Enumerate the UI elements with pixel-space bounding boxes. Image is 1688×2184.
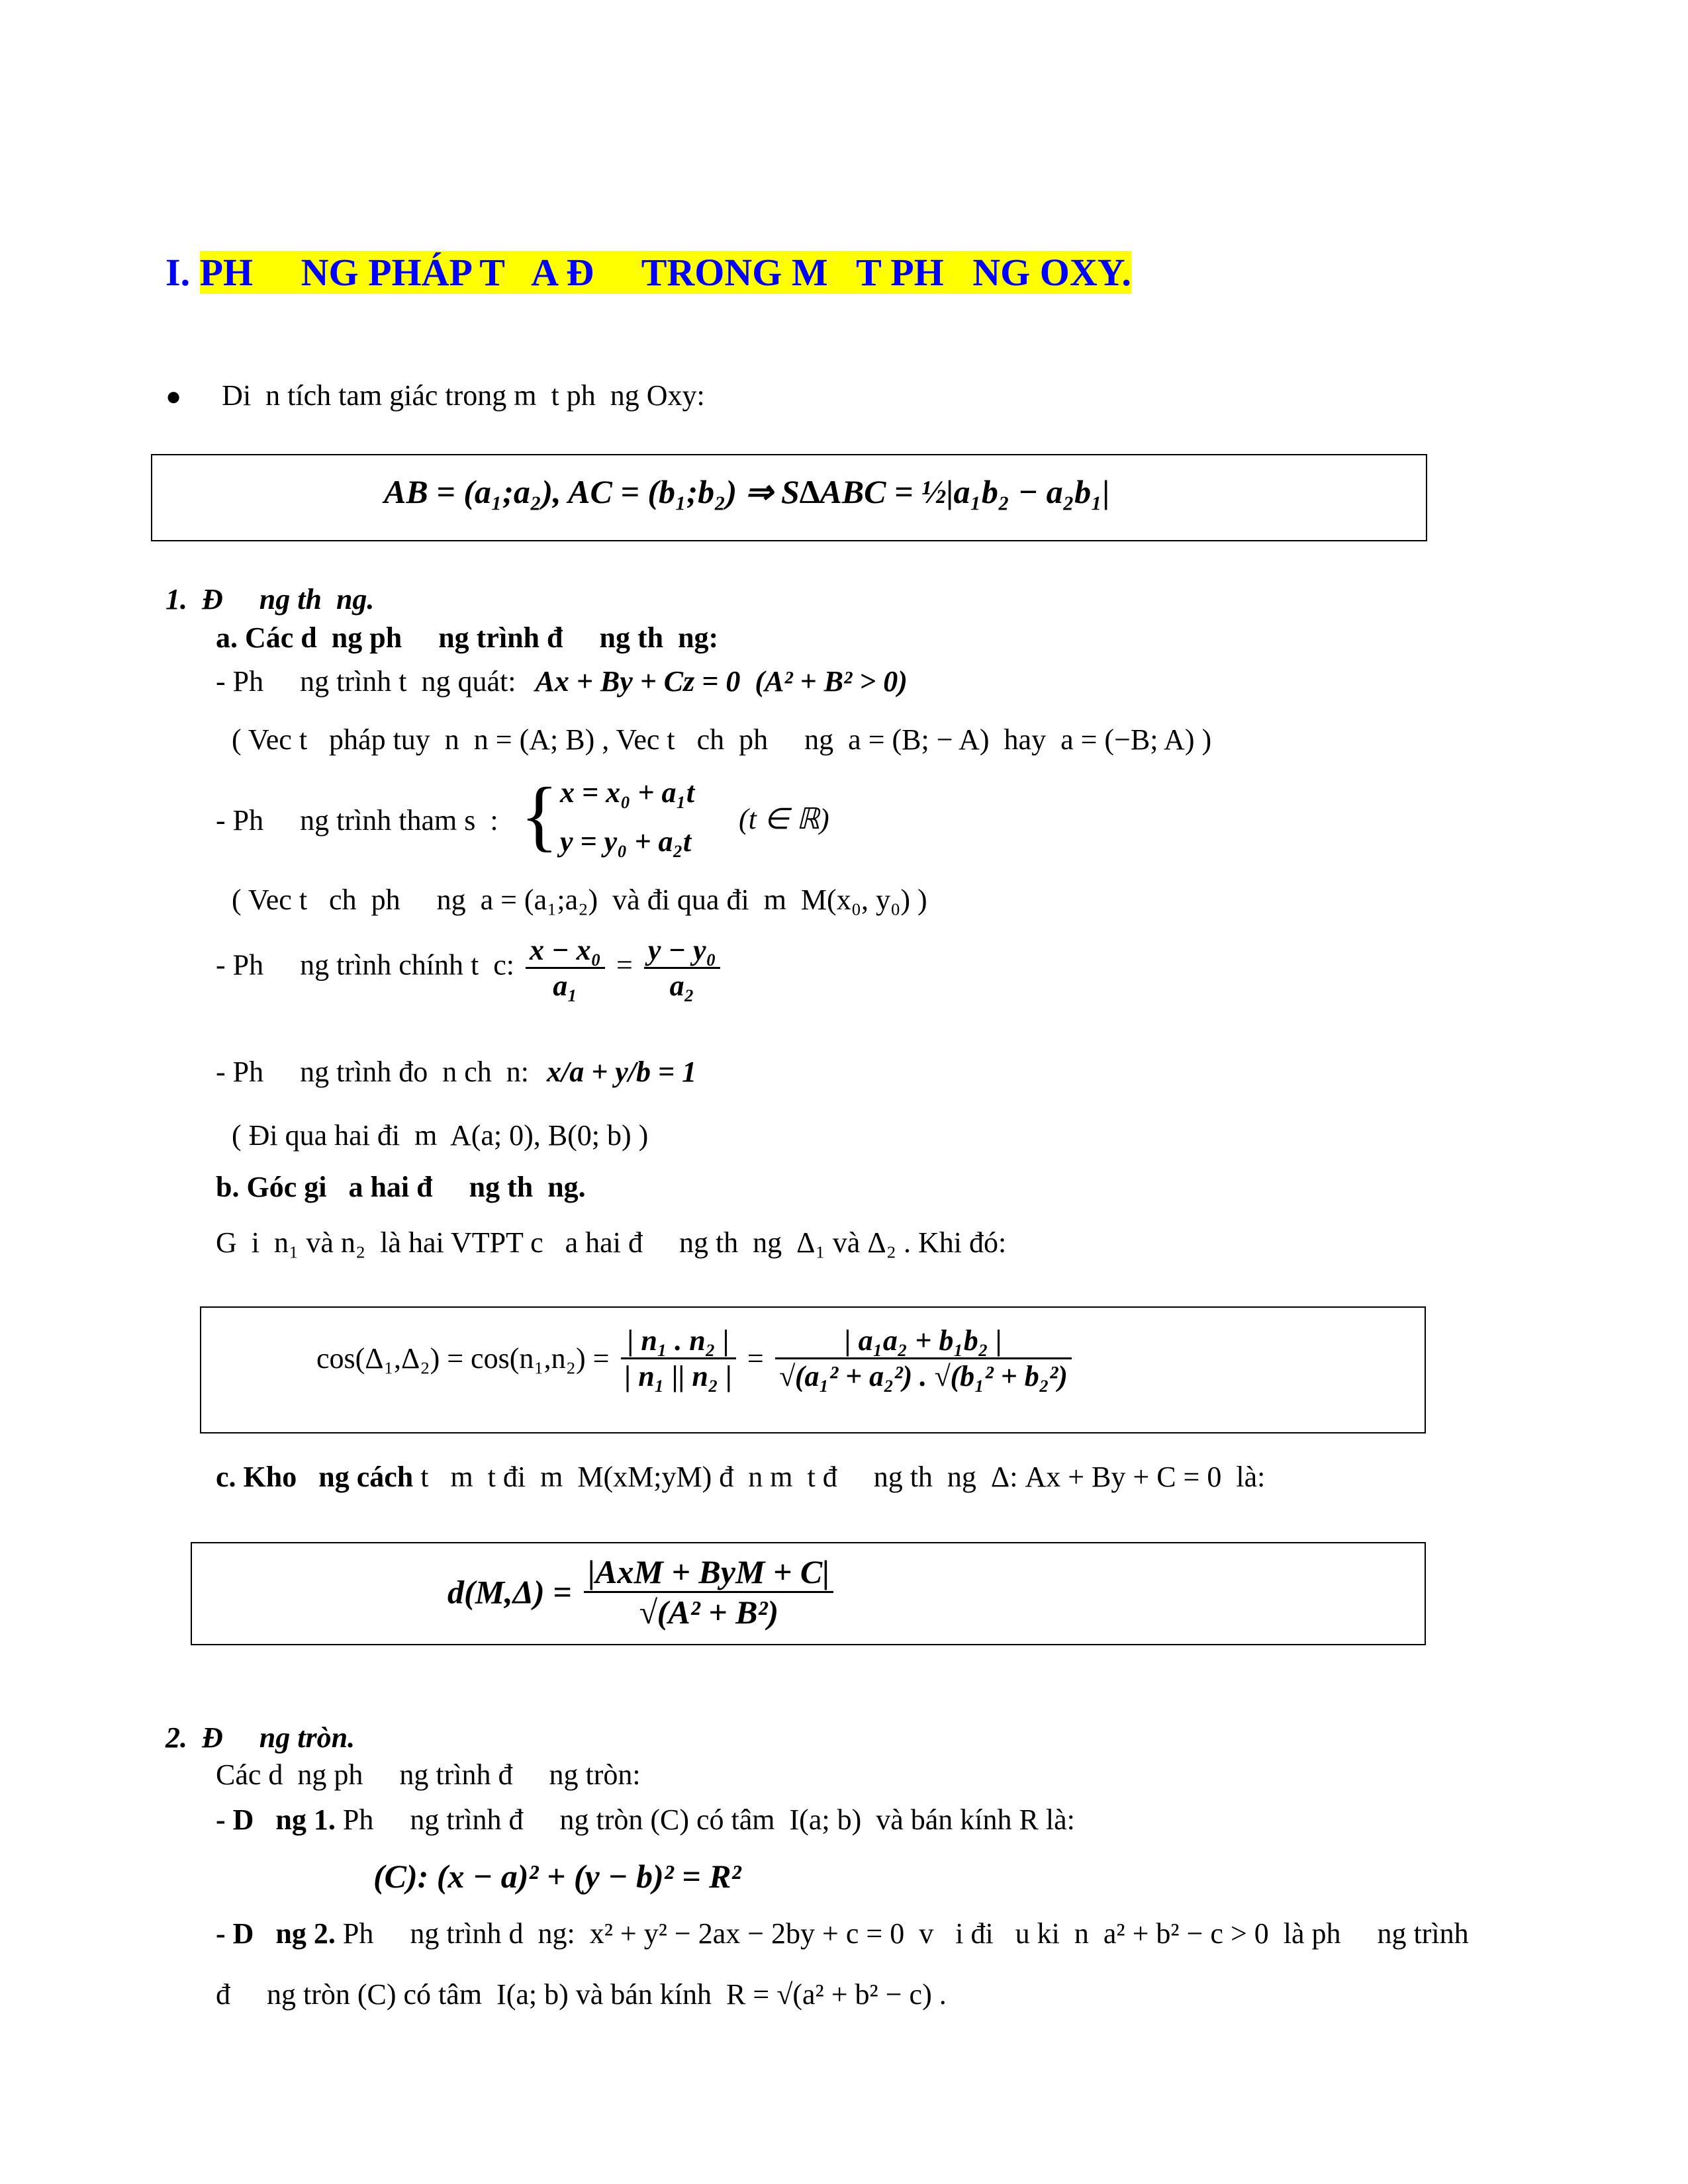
distance-den: √(A² + B²) bbox=[639, 1594, 779, 1631]
canonical-equation bbox=[216, 933, 724, 1003]
distance-subtitle-rest: t m t đi m M(xM;yM) đ n m t đ ng th ng Δ: Ax + By + C = 0 là: bbox=[413, 1461, 1266, 1493]
angle-fraction-coords bbox=[775, 1324, 1072, 1393]
intercept-formula: x/a + y/b = 1 bbox=[546, 1056, 697, 1088]
angle-formula bbox=[316, 1324, 1076, 1393]
general-equation bbox=[216, 664, 908, 698]
line-forms-subtitle: a. Các d ng ph ng trình đ ng th ng: bbox=[216, 621, 719, 654]
param-note: ( Vec t ch ph ng a = (a₁;a₂) và đi qua đi m M(x₀, y₀) ) bbox=[232, 884, 927, 916]
circle-intro: Các d ng ph ng trình đ ng tròn: bbox=[216, 1758, 641, 1791]
angle-formula-left: cos(Δ₁,Δ₂) = cos(n₁,n₂) = bbox=[316, 1342, 610, 1375]
intercept-label: - Ph ng trình đo n ch n: bbox=[216, 1056, 529, 1088]
canonical-den-y: a₂ bbox=[669, 970, 695, 1002]
bullet-icon: ● bbox=[165, 381, 182, 411]
equals-sign: = bbox=[747, 1342, 764, 1375]
distance-left: d(M,Δ) = bbox=[447, 1573, 572, 1611]
distance-fraction bbox=[584, 1553, 833, 1631]
angle-den-vectors: | n₁ || n₂ | bbox=[624, 1360, 732, 1392]
circle-form1-formula: (C): (x − a)² + (y − b)² = R² bbox=[373, 1858, 741, 1895]
angle-fraction-vectors bbox=[621, 1324, 736, 1393]
circle-section-title: 2. Đ ng tròn. bbox=[165, 1721, 355, 1754]
canonical-den-x: a₁ bbox=[553, 970, 578, 1002]
line-section-title: 1. Đ ng th ng. bbox=[165, 583, 375, 615]
form1-label: - D ng 1. bbox=[216, 1803, 336, 1836]
angle-num-vectors: | n₁ . n₂ | bbox=[621, 1324, 736, 1359]
param-eq-x: x = x₀ + a₁t bbox=[560, 776, 695, 809]
general-note: ( Vec t pháp tuy n n = (A; B) , Vec t ch ph ng a = (B; − A) hay a = (−B; A) ) bbox=[232, 723, 1212, 756]
canonical-num-x: x − x₀ bbox=[526, 933, 605, 969]
angle-subtitle: b. Góc gi a hai đ ng th ng. bbox=[216, 1171, 586, 1203]
canonical-fraction-y bbox=[644, 933, 720, 1003]
triangle-area-label: Di n tích tam giác trong m t ph ng Oxy: bbox=[222, 379, 705, 412]
form2-label: - D ng 2. bbox=[216, 1917, 336, 1950]
section-title: PH NG PHÁP T A Đ TRONG M T PH NG OXY. bbox=[199, 251, 1131, 294]
section-heading bbox=[165, 250, 1131, 295]
circle-form-1 bbox=[216, 1803, 1075, 1837]
angle-num-coords: | a₁a₂ + b₁b₂ | bbox=[775, 1324, 1072, 1359]
param-eq-y: y = y₀ + a₂t bbox=[560, 825, 692, 858]
distance-subtitle-bold: c. Kho ng cách bbox=[216, 1461, 414, 1493]
section-number: I. bbox=[165, 251, 191, 294]
angle-den-coords: √(a₁² + a₂²) . √(b₁² + b₂²) bbox=[778, 1360, 1068, 1392]
angle-text: G i n₁ và n₂ là hai VTPT c a hai đ ng th ng Δ₁ và Δ₂ . Khi đó: bbox=[216, 1226, 1007, 1259]
triangle-area-formula: AB = (a₁;a₂), AC = (b₁;b₂) ⇒ S∆ABC = ½|a₁b₂ − a₂b₁| bbox=[384, 473, 1110, 510]
intercept-note: ( Đi qua hai đi m A(a; 0), B(0; b) ) bbox=[232, 1119, 649, 1152]
param-label: - Ph ng trình tham s : bbox=[216, 804, 498, 837]
equals-sign: = bbox=[616, 948, 633, 981]
circle-form2-continuation: đ ng tròn (C) có tâm I(a; b) và bán kính R = √(a² + b² − c) . bbox=[216, 1978, 947, 2011]
form1-text: Ph ng trình đ ng tròn (C) có tâm I(a; b) và bán kính R là: bbox=[335, 1803, 1075, 1836]
general-formula: Ax + By + Cz = 0 (A² + B² > 0) bbox=[535, 665, 908, 698]
brace-icon: { bbox=[520, 771, 559, 859]
canonical-fraction-x bbox=[526, 933, 605, 1003]
bullet-item bbox=[165, 379, 705, 412]
general-label: - Ph ng trình t ng quát: bbox=[216, 665, 516, 698]
distance-subtitle bbox=[216, 1460, 1265, 1494]
intercept-equation bbox=[216, 1055, 696, 1089]
distance-num: |AxM + ByM + C| bbox=[584, 1553, 833, 1593]
canonical-num-y: y − y₀ bbox=[644, 933, 720, 969]
distance-formula bbox=[447, 1553, 837, 1631]
form2-text: Ph ng trình d ng: x² + y² − 2ax − 2by + c = 0 v i đi u ki n a² + b² − c > 0 là ph ng trình bbox=[335, 1917, 1469, 1950]
circle-form-2 bbox=[216, 1917, 1469, 1950]
param-condition: (t ∈ ℝ) bbox=[739, 803, 829, 835]
canonical-label: - Ph ng trình chính t c: bbox=[216, 948, 514, 981]
